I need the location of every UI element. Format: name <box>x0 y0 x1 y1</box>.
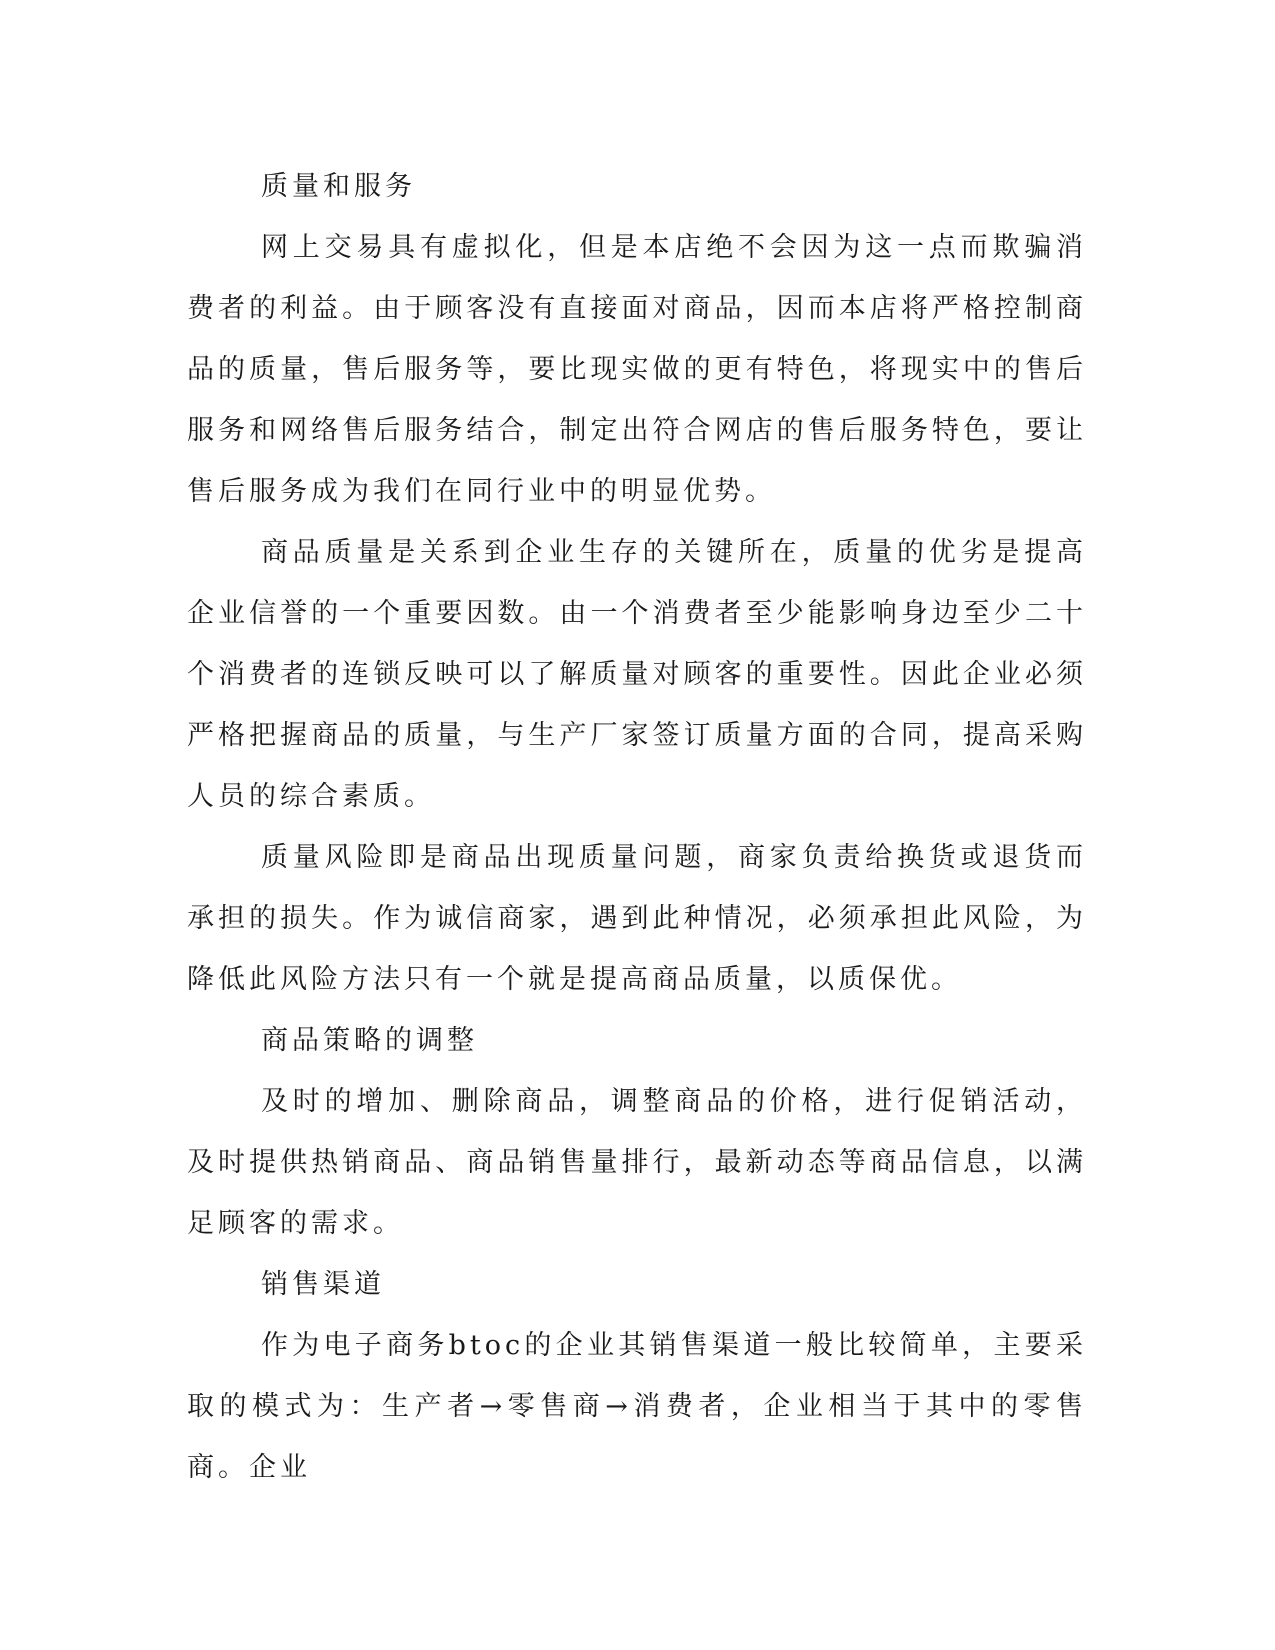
paragraph-quality-risk: 质量风险即是商品出现质量问题，商家负责给换货或退货而承担的损失。作为诚信商家，遇到此种情况，必须承担此风险，为降低此风险方法只有一个就是提高商品质量，以质保优。 <box>187 842 1087 995</box>
paragraph-product-adjustment: 及时的增加、删除商品，调整商品的价格，进行促销活动，及时提供热销商品、商品销售量排行，最新动态等商品信息，以满足顾客的需求。 <box>187 1086 1087 1239</box>
document-page <box>187 156 1087 1498</box>
section-heading-quality-service: 质量和服务 <box>261 171 416 202</box>
section-heading-sales-channel: 销售渠道 <box>261 1269 385 1300</box>
section-heading-product-strategy: 商品策略的调整 <box>261 1025 478 1056</box>
paragraph-product-quality: 商品质量是关系到企业生存的关键所在，质量的优劣是提高企业信誉的一个重要因数。由一个消费者至少能影响身边至少二十个消费者的连锁反映可以了解质量对顾客的重要性。因此企业必须严格把握商品的质量，与生产厂家签订质量方面的合同，提高采购人员的综合素质。 <box>187 537 1087 812</box>
paragraph-online-trade: 网上交易具有虚拟化，但是本店绝不会因为这一点而欺骗消费者的利益。由于顾客没有直接面对商品，因而本店将严格控制商品的质量，售后服务等，要比现实做的更有特色，将现实中的售后服务和网络售后服务结合，制定出符合网店的售后服务特色，要让售后服务成为我们在同行业中的明显优势。 <box>187 232 1087 507</box>
paragraph-sales-channel: 作为电子商务btoc的企业其销售渠道一般比较简单，主要采取的模式为：生产者→零售商→消费者，企业相当于其中的零售商。企业 <box>187 1330 1087 1483</box>
